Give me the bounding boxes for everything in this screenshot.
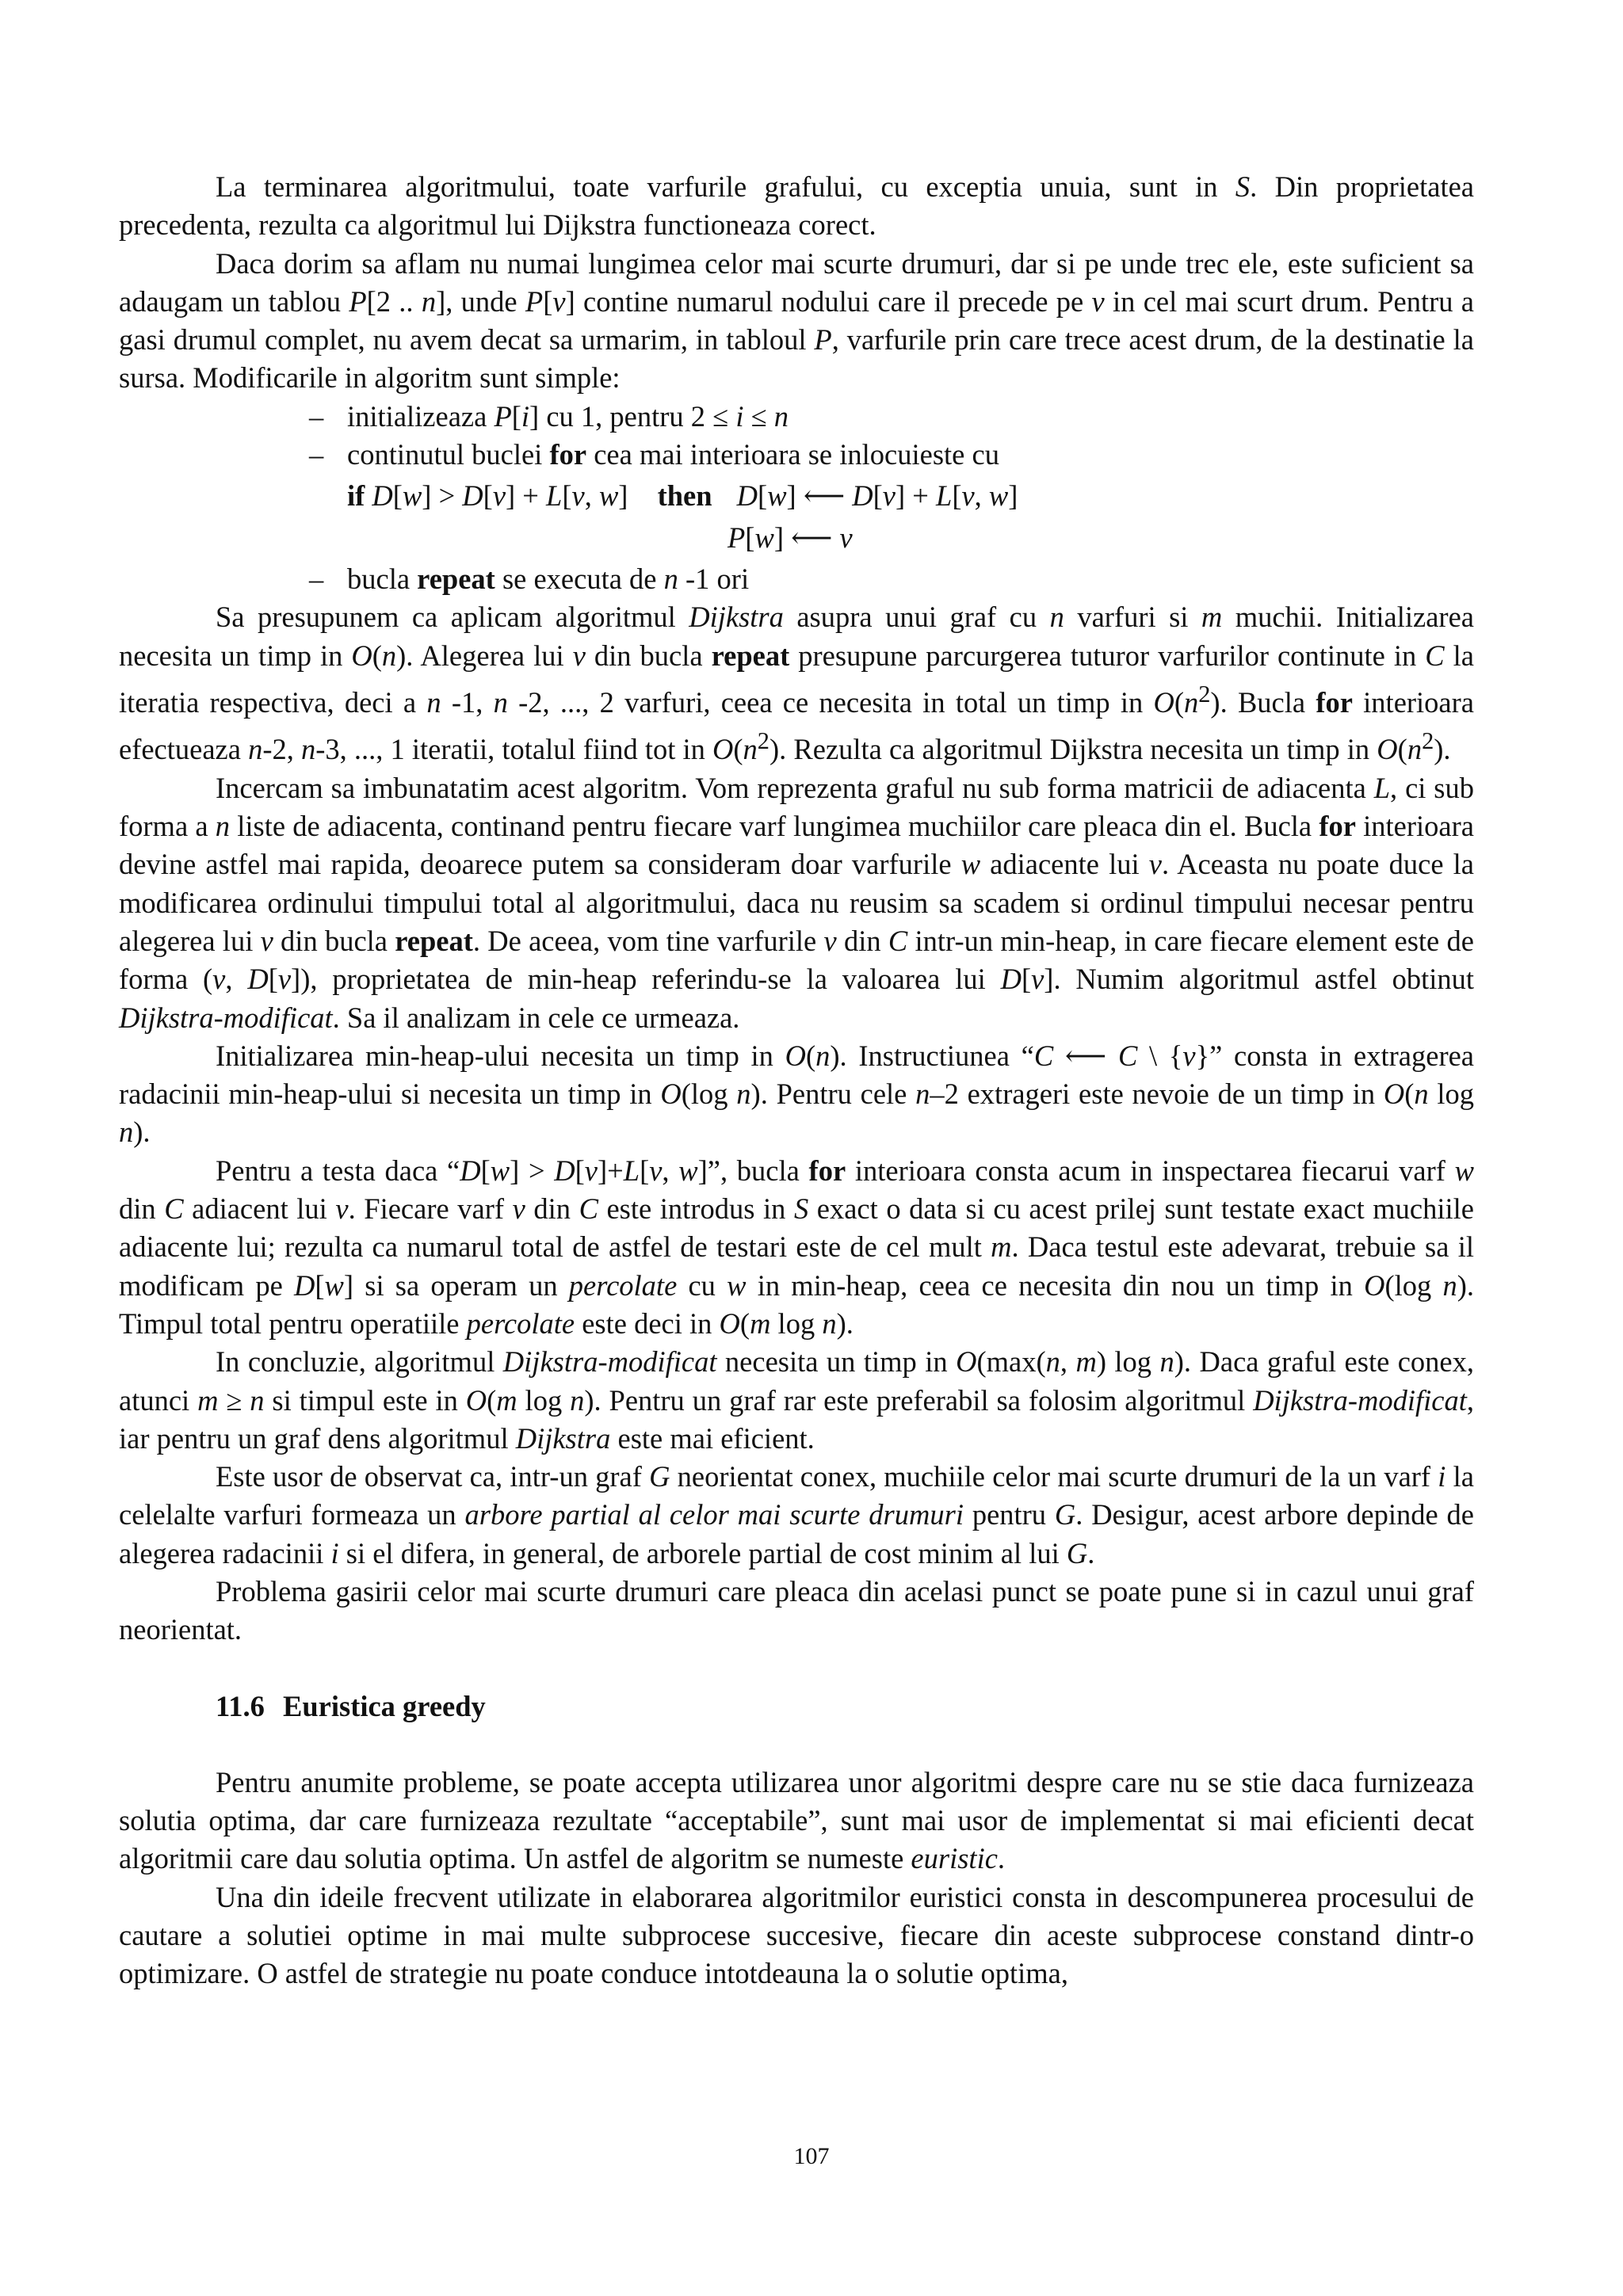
paragraph: Problema gasirii celor mai scurte drumuri care pleaca din acelasi punct se poate pune si in cazul unui graf neorientat. (119, 1575, 1474, 1646)
paragraph: Este usor de observat ca, intr-un graf G neorientat conex, muchiile celor mai scurte drumuri de la un varf i la celelalte varfuri formeaza un arbore partial al celor mai scurte drumuri pentru G. Desigur, acest arbore depinde de alegerea radacinii i si el difera, in general, de arborele partial de cost minim al lui G. (119, 1460, 1474, 1569)
list-item-text: continutul buclei for cea mai interioara se inlocuieste cu (347, 438, 999, 471)
paragraph: Daca dorim sa aflam nu numai lungimea celor mai scurte drumuri, dar si pe unde trec ele, este suficient sa adaugam un tablou P[2 .. n], unde P[v] contine numarul nodului care il precede pe v in cel mai scurt drum. Pentru a gasi drumul complet, nu avem decat sa urmarim, in tabloul P, varfurile prin care trece acest drum, de la destinatie la sursa. Modificarile in algoritm sunt simple: (119, 246, 1474, 395)
paragraph: In concluzie, algoritmul Dijkstra-modificat necesita un timp in O(max(n, m) log n). Daca graful este conex, atunci m ≥ n si timpul este in O(m log n). Pentru un graf rar este preferabil sa folosim algoritmul Dijkstra-modificat, iar pentru un graf dens algoritmul Dijkstra este mai eficient. (119, 1345, 1475, 1455)
if-keyword: if (347, 479, 365, 513)
section-title: Euristica greedy (283, 1689, 486, 1722)
assignment-p: P[w] ⟵ v (727, 521, 853, 554)
page-body (119, 168, 1474, 1993)
paragraph: Pentru a testa daca “D[w] > D[v]+L[v, w]”, bucla for interioara consta acum in inspectarea fiecarui varf w din C adiacent lui v. Fiecare varf v din C este introdus in S exact o data si cu acest prilej sunt testate exact muchiile adiacente lui; rezulta ca numarul total de astfel de testari este de cel mult m. Daca testul este adevarat, trebuie sa il modificam pe D[w] si sa operam un percolate cu w in min-heap, ceea ce necesita din nou un timp in O(log n). Timpul total pentru operatiile percolate este deci in O(m log n). (119, 1154, 1475, 1340)
list-item-text: bucla repeat se executa de n -1 ori (347, 562, 750, 595)
assignment-d: D[w] ⟵ D[v] + L[v, w] (736, 479, 1018, 513)
list-item-text: initializeaza P[i] cu 1, pentru 2 ≤ i ≤ n (347, 399, 789, 433)
list-item (309, 436, 1474, 474)
list-item (309, 398, 1474, 436)
paragraph: Sa presupunem ca aplicam algoritmul Dijkstra asupra unui graf cu n varfuri si m muchii. Initializarea necesita un timp in O(n). Alegerea lui v din bucla repeat presupune parcurgerea tuturor varfurilor continute in C la iteratia respectiva, deci a n -1, n -2, ..., 2 varfuri, ceea ce necesita in total un timp in $O(n^2)$. Bucla for interioara efectueaza n-2, n-3, ..., 1 iteratii, totalul fiind tot in $O(n^2)$. Rezulta ca algoritmul Dijkstra necesita un timp in $O(n^2)$. (119, 601, 1475, 766)
paragraph: Incercam sa imbunatatim acest algoritm. Vom reprezenta graful nu sub forma matricii de adiacenta L, ci sub forma a n liste de adiacenta, continand pentru fiecare varf lungimea muchiilor care pleaca din el. Bucla for interioara devine astfel mai rapida, deoarece putem sa consideram doar varfurile w adiacente lui v. Aceasta nu poate duce la modificarea ordinului timpului total al algoritmului, daca nu reusim sa scadem si ordinul timpului necesar pentru alegerea lui v din bucla repeat. De aceea, vom tine varfurile v din C intr-un min-heap, in care fiecare element este de forma (v, D[v]), proprietatea de min-heap referindu-se la valoarea lui D[v]. Numim algoritmul astfel obtinut Dijkstra-modificat. Sa il analizam in cele ce urmeaza. (119, 771, 1475, 1034)
pseudocode-line (727, 519, 1474, 557)
section-number: 11.6 (216, 1689, 265, 1722)
paragraph: Initializarea min-heap-ului necesita un timp in O(n). Instructiunea “C ⟵ C \ {v}” consta in extragerea radacinii min-heap-ului si necesita un timp in O(log n). Pentru cele n–2 extrageri este nevoie de un timp in O(n log n). (119, 1039, 1474, 1149)
list-dash: – (309, 438, 324, 471)
if-condition: D[w] > D[v] + L[v, w] (372, 479, 628, 513)
list-dash: – (309, 399, 324, 433)
list-item (309, 560, 1474, 598)
pseudocode-line (347, 477, 1474, 515)
page-number: 107 (793, 2143, 830, 2169)
paragraph: La terminarea algoritmului, toate varfurile grafului, cu exceptia unuia, sunt in S. Din proprietatea precedenta, rezulta ca algoritmul lui Dijkstra functioneaza corect. (119, 170, 1474, 242)
then-keyword: then (657, 479, 712, 513)
paragraph: Una din ideile frecvent utilizate in elaborarea algoritmilor euristici consta in descompunerea procesului de cautare a solutiei optime in mai multe subprocese succesive, fiecare din aceste subprocese constand dintr-o optimizare. O astfel de strategie nu poate conduce intotdeauna la o solutie optima, (119, 1880, 1474, 1990)
paragraph: Pentru anumite probleme, se poate accepta utilizarea unor algoritmi despre care nu se stie daca furnizeaza solutia optima, dar care furnizeaza rezultate “acceptabile”, sunt mai usor de implementat si mai eficienti decat algoritmii care dau solutia optima. Un astfel de algoritm se numeste euristic. (119, 1765, 1474, 1875)
section-heading (216, 1688, 1474, 1726)
list-dash: – (309, 562, 324, 595)
